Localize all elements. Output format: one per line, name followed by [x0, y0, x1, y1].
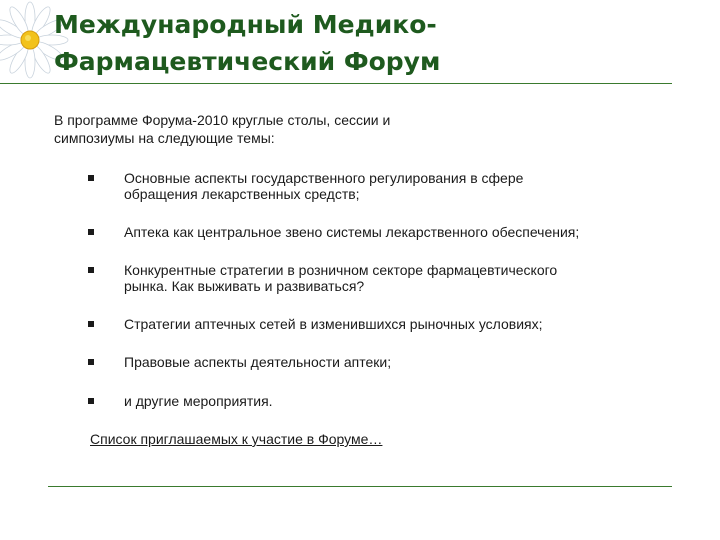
intro-text [54, 111, 474, 147]
invitees-list-link[interactable]: Список приглашаемых к участие в Форуме… [90, 431, 383, 447]
intro-line-1: В программе Форума-2010 круглые столы, сессии и [54, 112, 391, 128]
title-line-2: Фармацевтический Форум [54, 47, 441, 76]
top-divider [0, 83, 672, 84]
topic-text: Аптека как центральное звено системы лекарственного обеспечения; [124, 224, 580, 240]
bullet-square-icon [88, 229, 94, 235]
bullet-square-icon [88, 175, 94, 181]
topic-text: и другие мероприятия. [124, 393, 273, 409]
bullet-square-icon [88, 359, 94, 365]
bullet-square-icon [88, 398, 94, 404]
topic-text: Конкурентные стратегии в розничном секторе фармацевтического рынка. Как выживать и развиваться? [124, 262, 558, 294]
topic-text: Стратегии аптечных сетей в изменившихся рыночных условиях; [124, 316, 543, 332]
topic-text: Правовые аспекты деятельности аптеки; [124, 354, 392, 370]
bottom-divider [48, 486, 672, 487]
bullet-square-icon [88, 267, 94, 273]
bullet-square-icon [88, 321, 94, 327]
topic-text: Основные аспекты государственного регулирования в сфере обращения лекарственных средств; [124, 170, 524, 202]
page-title [54, 6, 440, 80]
intro-line-2: симпозиумы на следующие темы: [54, 130, 275, 146]
title-line-1: Международный Медико- [54, 10, 437, 39]
